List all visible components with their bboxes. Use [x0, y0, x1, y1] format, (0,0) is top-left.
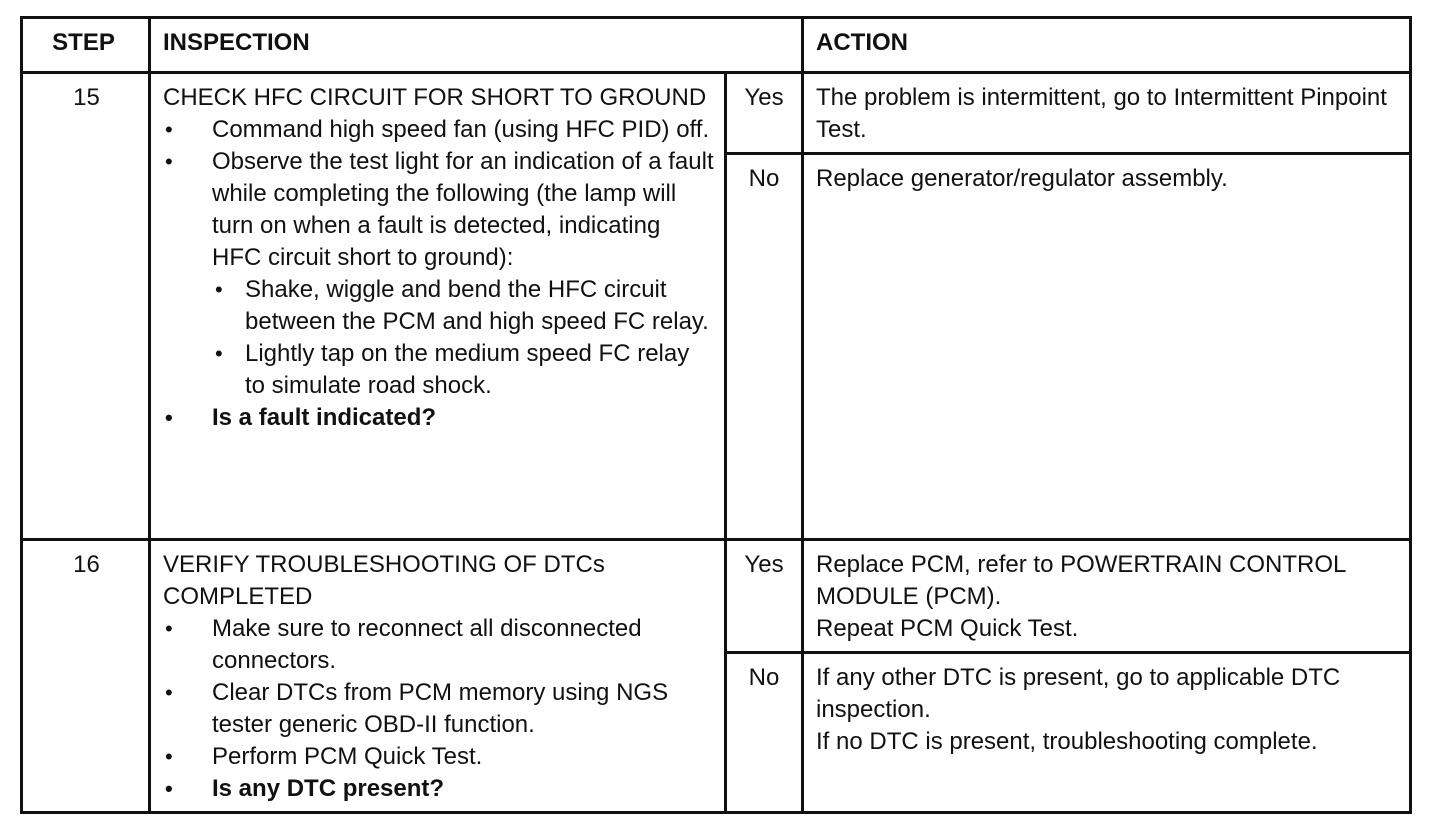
yes-action-cell: [803, 73, 1411, 154]
bullet-item: [163, 146, 714, 402]
question-item: • Is any DTC present?: [163, 773, 714, 805]
action-text: Replace PCM, refer to POWERTRAIN CONTROL MODULE (PCM).: [816, 551, 1346, 610]
step-number: 16: [22, 540, 150, 813]
action-text: Repeat PCM Quick Test.: [816, 615, 1079, 642]
no-action-cell: [803, 154, 1411, 540]
bullet-item: • Clear DTCs from PCM memory using NGS tester generic OBD-II function.: [163, 677, 714, 741]
question-item: • Is a fault indicated?: [163, 402, 714, 434]
step-title: CHECK HFC CIRCUIT FOR SHORT TO GROUND: [163, 84, 707, 111]
step-title: VERIFY TROUBLESHOOTING OF DTCs COMPLETED: [163, 551, 605, 610]
bullet-item: • Make sure to reconnect all disconnected connectors.: [163, 613, 714, 677]
troubleshooting-table: [20, 16, 1412, 814]
header-row: [22, 18, 1411, 73]
step-16-yes-row: [22, 540, 1411, 653]
yes-label: Yes: [726, 540, 803, 653]
inspection-header: INSPECTION: [150, 18, 803, 73]
inspection-cell: [150, 540, 726, 813]
bullet-text: Observe the test light for an indication of a fault while completing the following (the lamp will turn on when a fault is detected, indicating HFC circuit short to ground):: [212, 148, 714, 271]
no-label: No: [726, 653, 803, 813]
step-number: 15: [22, 73, 150, 540]
bullet-item: • Command high speed fan (using HFC PID) off.: [163, 114, 714, 146]
sub-bullet-item: • Lightly tap on the medium speed FC relay to simulate road shock.: [212, 338, 714, 402]
bullet-list: [163, 613, 714, 805]
yes-label: Yes: [726, 73, 803, 154]
no-label: No: [726, 154, 803, 540]
action-header: ACTION: [803, 18, 1411, 73]
no-action-cell: [803, 653, 1411, 813]
action-text: If any other DTC is present, go to applicable DTC inspection.: [816, 664, 1341, 723]
inspection-cell: [150, 73, 726, 540]
action-text: The problem is intermittent, go to Intermittent Pinpoint Test.: [816, 84, 1387, 143]
bullet-item: • Perform PCM Quick Test.: [163, 741, 714, 773]
step-15-yes-row: [22, 73, 1411, 154]
step-header: STEP: [22, 18, 150, 73]
sub-bullet-item: • Shake, wiggle and bend the HFC circuit between the PCM and high speed FC relay.: [212, 274, 714, 338]
action-text: If no DTC is present, troubleshooting complete.: [816, 728, 1318, 755]
action-text: Replace generator/regulator assembly.: [816, 165, 1228, 192]
sub-bullet-list: [212, 274, 714, 402]
yes-action-cell: [803, 540, 1411, 653]
bullet-list: [163, 114, 714, 434]
